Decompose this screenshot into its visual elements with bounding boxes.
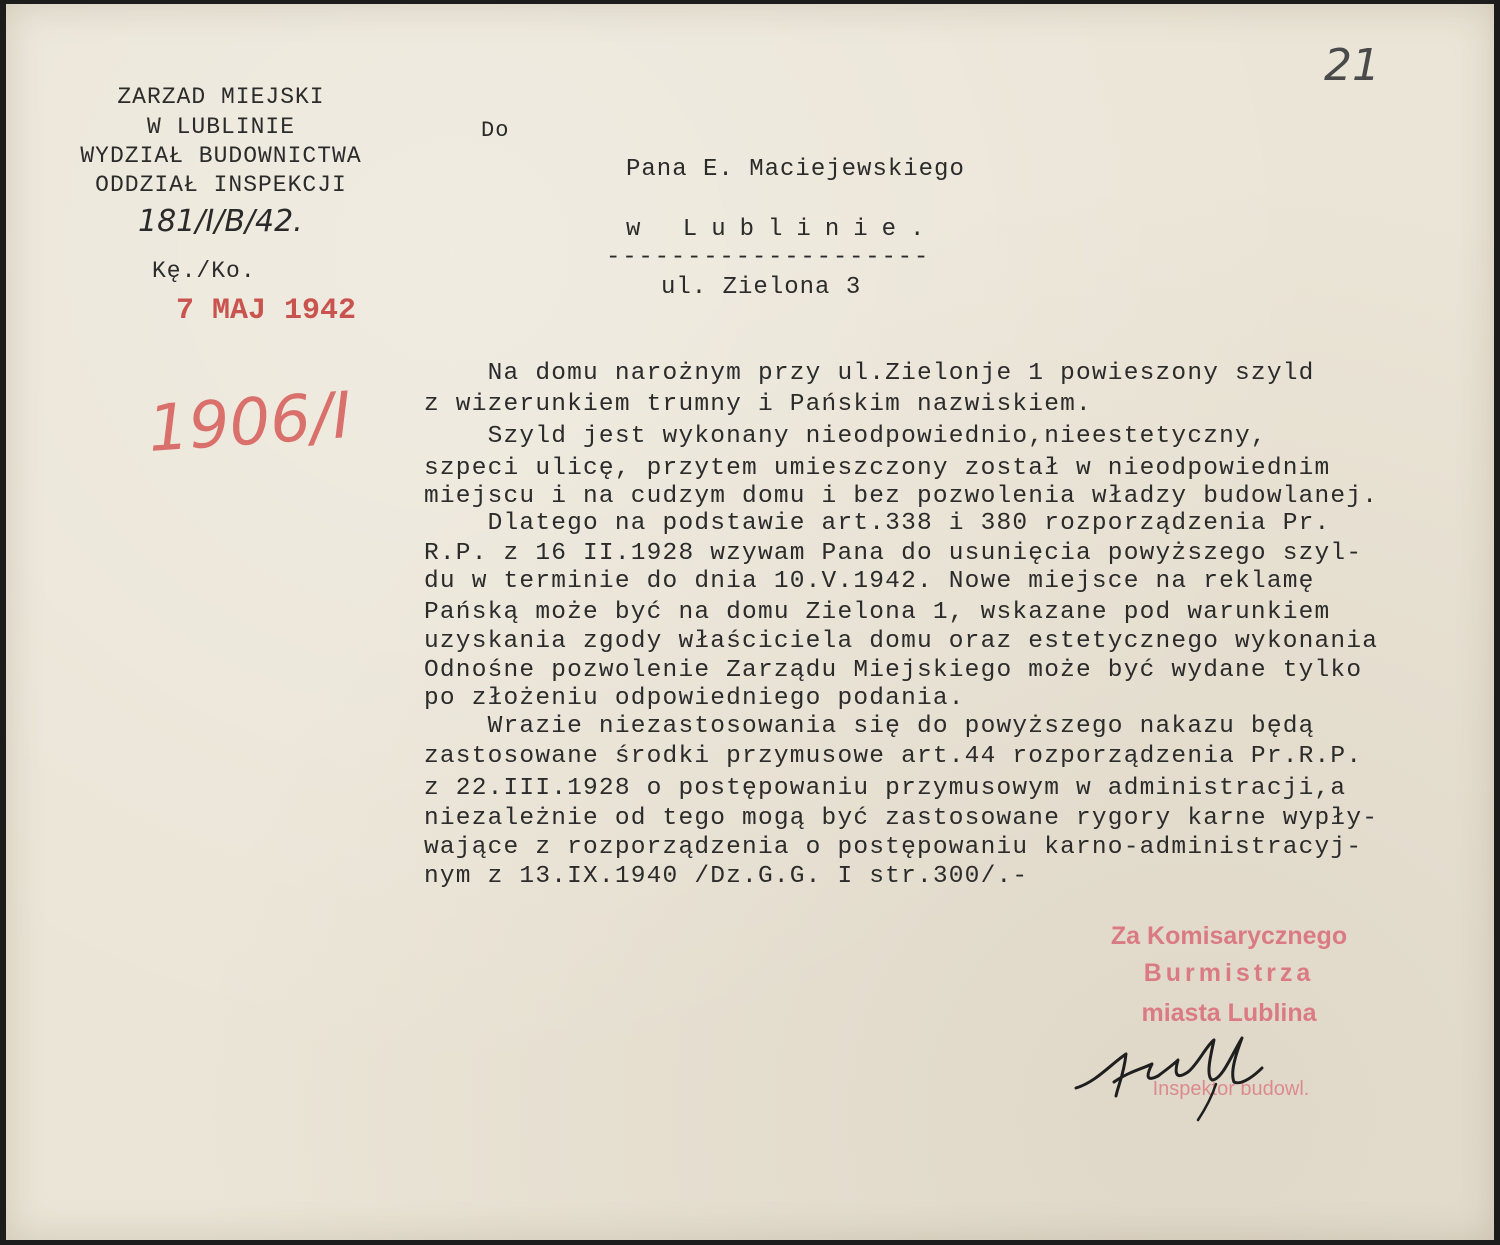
body-line: Na domu narożnym przy ul.Zielonje 1 powieszony szyld bbox=[424, 360, 1315, 387]
body-line: Szyld jest wykonany nieodpowiednio,nieestetyczny, bbox=[424, 423, 1267, 450]
sender-line-2: W LUBLINIE bbox=[146, 114, 296, 140]
body-line: nym z 13.IX.1940 /Dz.G.G. I str.300/.- bbox=[424, 863, 1029, 890]
body-line: po złożeniu odpowiedniego podania. bbox=[424, 685, 965, 712]
register-number: 1906/I bbox=[145, 378, 354, 468]
sender-line-1: ZARZAD MIEJSKI bbox=[117, 84, 325, 110]
recipient-city: w Lublinie. bbox=[626, 216, 939, 243]
recipient-to: Do bbox=[481, 118, 510, 143]
body-line: szpeci ulicę, przytem umieszczony został w nieodpowiednim bbox=[424, 455, 1331, 482]
body-line: uzyskania zgody właściciela domu oraz estetycznego wykonania bbox=[424, 628, 1379, 655]
body-line: R.P. z 16 II.1928 wzywam Pana do usunięcia powyższego szyl- bbox=[424, 540, 1363, 567]
body-line: wające z rozporządzenia o postępowaniu karno-administracyj- bbox=[424, 834, 1363, 861]
stamp-line-2: Burmistrza bbox=[1143, 959, 1315, 987]
recipient-name: Pana E. Maciejewskiego bbox=[626, 156, 965, 183]
stamp-line-4: Inspektor budowl. bbox=[1152, 1078, 1310, 1100]
handwritten-signature bbox=[1066, 1024, 1296, 1134]
body-line: Dlatego na podstawie art.338 i 380 rozporządzenia Pr. bbox=[424, 510, 1331, 537]
body-line: miejscu i na cudzym domu i bez pozwolenia władzy budowlanej. bbox=[424, 483, 1379, 510]
typist-initials: Kę./Ko. bbox=[152, 258, 256, 284]
body-line: z 22.III.1928 o postępowaniu przymusowym w administracji,a bbox=[424, 775, 1347, 802]
sender-line-3: WYDZIAŁ BUDOWNICTWA bbox=[80, 143, 362, 169]
page-number: 21 bbox=[1324, 40, 1380, 91]
body-line: Odnośne pozwolenie Zarządu Miejskiego może być wydane tylko bbox=[424, 657, 1363, 684]
stamp-line-3: miasta Lublina bbox=[1141, 999, 1317, 1027]
body-line: Wrazie niezastosowania się do powyższego nakazu będą bbox=[424, 713, 1315, 740]
body-line: du w terminie do dnia 10.V.1942. Nowe miejsce na reklamę bbox=[424, 568, 1315, 595]
stamp-line-1: Za Komisarycznego bbox=[1110, 922, 1348, 950]
recipient-underline: -------------------- bbox=[606, 244, 931, 271]
body-line: Pańską może być na domu Zielona 1, wskazane pod warunkiem bbox=[424, 599, 1331, 626]
date-stamp: 7 MAJ 1942 bbox=[176, 294, 357, 328]
document-page bbox=[6, 4, 1494, 1240]
sender-line-4: ODDZIAŁ INSPEKCJI bbox=[95, 172, 347, 198]
body-line: niezależnie od tego mogą być zastosowane rygory karne wypły- bbox=[424, 805, 1379, 832]
recipient-street: ul. Zielona 3 bbox=[661, 274, 862, 301]
body-line: zastosowane środki przymusowe art.44 rozporządzenia Pr.R.P. bbox=[424, 743, 1363, 770]
body-line: z wizerunkiem trumny i Pańskim nazwiskiem. bbox=[424, 391, 1092, 418]
reference-number: 181/I/B/42. bbox=[138, 204, 303, 239]
